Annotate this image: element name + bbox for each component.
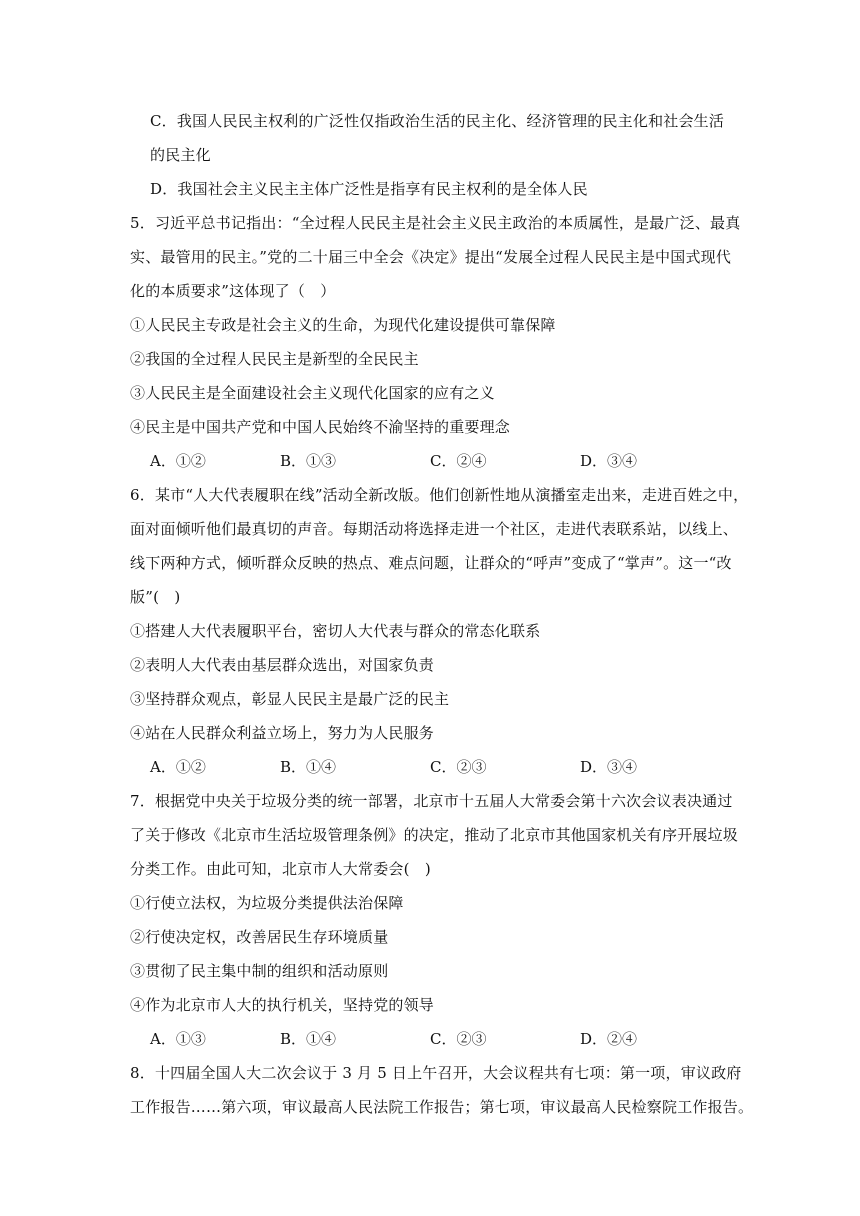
q4-option-c-line1: C．我国人民民主权利的广泛性仅指政治生活的民主化、经济管理的民主化和社会生活: [150, 112, 725, 130]
q7-item-1: ①行使立法权，为垃圾分类提供法治保障: [130, 894, 404, 912]
q5-stem-line3: 化的本质要求”这体现了（ ）: [130, 282, 336, 300]
q5-item-1: ①人民民主专政是社会主义的生命，为现代化建设提供可靠保障: [130, 316, 556, 334]
q6-stem-line4: 版”( ): [130, 588, 181, 606]
q5-option-d: D．③④: [580, 452, 638, 470]
q6-stem-line3: 线下两种方式，倾听群众反映的热点、难点问题，让群众的“呼声”变成了“掌声”。这一“改: [130, 554, 732, 572]
q7-option-b: B．①④: [280, 1030, 337, 1048]
q6-option-c: C．②③: [430, 758, 487, 776]
q6-item-3: ③坚持群众观点，彰显人民民主是最广泛的民主: [130, 690, 450, 708]
q7-item-3: ③贯彻了民主集中制的组织和活动原则: [130, 962, 389, 980]
q6-stem-line1: 6．某市“人大代表履职在线”活动全新改版。他们创新性地从演播室走出来，走进百姓之中，: [130, 486, 749, 504]
q7-item-2: ②行使决定权，改善居民生存环境质量: [130, 928, 389, 946]
q7-stem-line2: 了关于修改《北京市生活垃圾管理条例》的决定，推动了北京市其他国家机关有序开展垃圾: [130, 826, 739, 844]
q6-stem-line2: 面对面倾听他们最真切的声音。每期活动将选择走进一个社区，走进代表联系站，以线上、: [130, 520, 739, 538]
q4-option-c-line2: 的民主化: [150, 146, 211, 164]
q7-option-c: C．②③: [430, 1030, 487, 1048]
q5-stem-line1: 5．习近平总书记指出：“全过程人民民主是社会主义民主政治的本质属性，是最广泛、最真: [130, 214, 741, 232]
q5-option-a: A．①②: [150, 452, 206, 470]
q5-option-c: C．②④: [430, 452, 487, 470]
q5-stem-line2: 实、最管用的民主。”党的二十届三中全会《决定》提出“发展全过程人民民主是中国式现代: [130, 248, 732, 266]
q6-option-b: B．①④: [280, 758, 337, 776]
q6-option-a: A．①②: [150, 758, 206, 776]
q5-option-b: B．①③: [280, 452, 337, 470]
q5-item-3: ③人民民主是全面建设社会主义现代化国家的应有之义: [130, 384, 495, 402]
q5-item-2: ②我国的全过程人民民主是新型的全民民主: [130, 350, 419, 368]
q8-stem-line1: 8．十四届全国人大二次会议于 3 月 5 日上午召开，大会议程共有七项：第一项，审议政府: [130, 1064, 742, 1082]
q8-stem-line2: 工作报告……第六项，审议最高人民法院工作报告；第七项，审议最高人民检察院工作报告。: [130, 1098, 754, 1116]
q7-option-d: D．②④: [580, 1030, 638, 1048]
q6-item-1: ①搭建人大代表履职平台，密切人大代表与群众的常态化联系: [130, 622, 541, 640]
q7-option-a: A．①③: [150, 1030, 206, 1048]
q4-option-d: D．我国社会主义民主主体广泛性是指享有民主权利的是全体人民: [150, 180, 588, 198]
q6-item-4: ④站在人民群众利益立场上，努力为人民服务: [130, 724, 435, 742]
q6-item-2: ②表明人大代表由基层群众选出，对国家负责: [130, 656, 435, 674]
q6-option-d: D．③④: [580, 758, 638, 776]
q5-item-4: ④民主是中国共产党和中国人民始终不渝坚持的重要理念: [130, 418, 511, 436]
q7-stem-line3: 分类工作。由此可知，北京市人大常委会( ): [130, 860, 431, 878]
q7-stem-line1: 7．根据党中央关于垃圾分类的统一部署，北京市十五届人大常委会第十六次会议表决通过: [130, 792, 733, 810]
q7-item-4: ④作为北京市人大的执行机关，坚持党的领导: [130, 996, 435, 1014]
